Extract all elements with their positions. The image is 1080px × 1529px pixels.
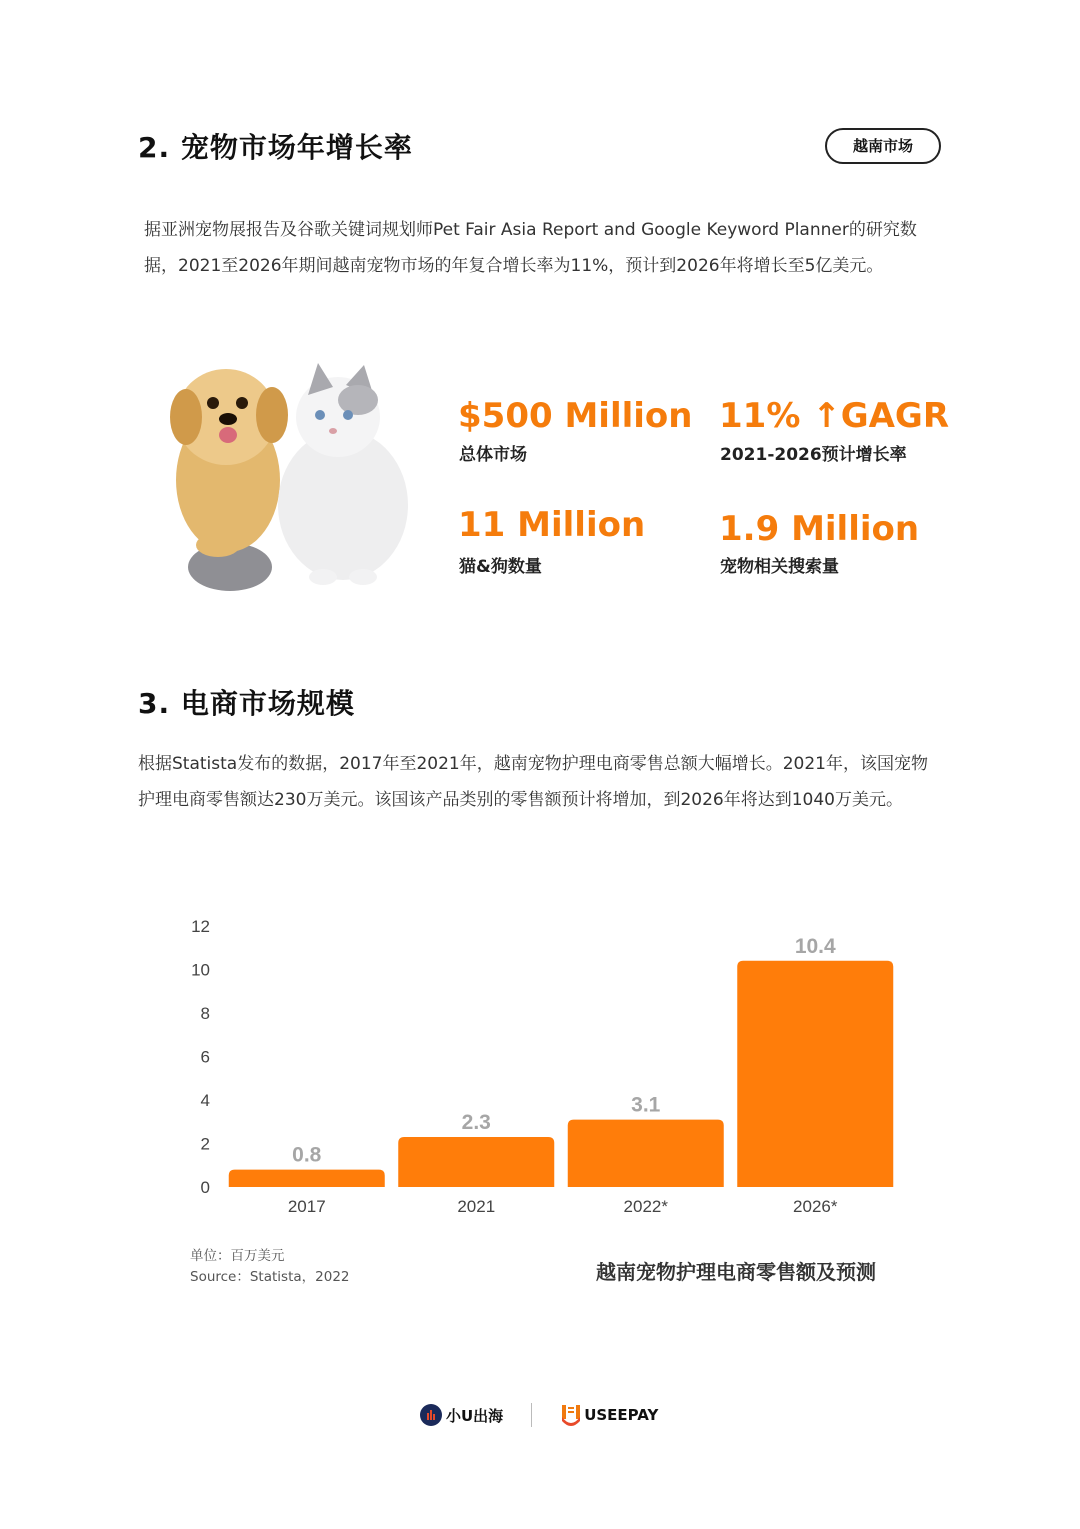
stat-label-pets: 猫&狗数量	[459, 557, 542, 577]
bar	[737, 961, 893, 1187]
stat-value-growth: 11% ↑GAGR	[719, 396, 950, 436]
y-tick-label: 2	[200, 1134, 210, 1154]
stat-label-market: 总体市场	[459, 445, 527, 465]
x-tick-label: 2017	[287, 1197, 326, 1216]
section-title-ecommerce: 3. 电商市场规模	[138, 687, 355, 720]
source-text: Source：Statista，2022	[190, 1269, 350, 1285]
data-label: 0.8	[292, 1143, 322, 1167]
unit-text: 单位：百万美元	[190, 1248, 285, 1264]
data-label: 10.4	[794, 934, 836, 958]
section-paragraph: 据亚洲宠物展报告及谷歌关键词规划师Pet Fair Asia Report and Google Keyword Planner的研究数据，2021至2026年期间越南宠物市场的年复合增长率为11%，预计到2026年将增长至5亿美元。	[144, 220, 917, 276]
logo-xiaou: 小U出海	[446, 1406, 504, 1425]
bar	[229, 1170, 385, 1187]
x-tick-label: 2021	[457, 1197, 496, 1216]
chart-unit-note	[190, 1246, 350, 1288]
y-tick-label: 6	[200, 1047, 210, 1067]
bar-chart	[170, 905, 920, 1225]
data-label: 3.1	[631, 1093, 661, 1117]
stat-value-market: $500 Million	[458, 396, 693, 436]
y-tick-label: 8	[200, 1004, 210, 1023]
logo-useepay: USEEPAY	[584, 1406, 659, 1424]
y-tick-label: 10	[191, 960, 210, 980]
stat-value-searches: 1.9 Million	[719, 509, 920, 549]
y-tick-label: 12	[191, 917, 210, 936]
chart-title: 越南宠物护理电商零售额及预测	[596, 1260, 876, 1284]
bar	[398, 1137, 554, 1187]
y-tick-label: 0	[200, 1178, 210, 1197]
footer-divider	[531, 1403, 532, 1427]
footer-logos	[420, 1403, 658, 1427]
useepay-logo-icon	[560, 1403, 582, 1427]
x-tick-label: 2022*	[623, 1197, 668, 1216]
stat-label-growth: 2021-2026预计增长率	[720, 445, 907, 465]
stat-label-searches: 宠物相关搜索量	[720, 557, 839, 577]
y-tick-label: 4	[200, 1091, 210, 1110]
pets-image	[168, 355, 418, 600]
ecommerce-paragraph: 根据Statista发布的数据，2017年至2021年，越南宠物护理电商零售总额大幅增长。2021年，该国宠物护理电商零售额达230万美元。该国该产品类别的零售额预计将增加，到2026年将达到1040万美元。	[138, 754, 928, 810]
xiaou-logo-icon	[420, 1404, 442, 1426]
data-label: 2.3	[461, 1110, 491, 1134]
x-tick-label: 2026*	[793, 1197, 838, 1216]
section-title: 2. 宠物市场年增长率	[138, 131, 413, 164]
bar	[568, 1120, 724, 1187]
stat-value-pets: 11 Million	[458, 505, 646, 545]
market-tag: 越南市场	[825, 128, 941, 164]
